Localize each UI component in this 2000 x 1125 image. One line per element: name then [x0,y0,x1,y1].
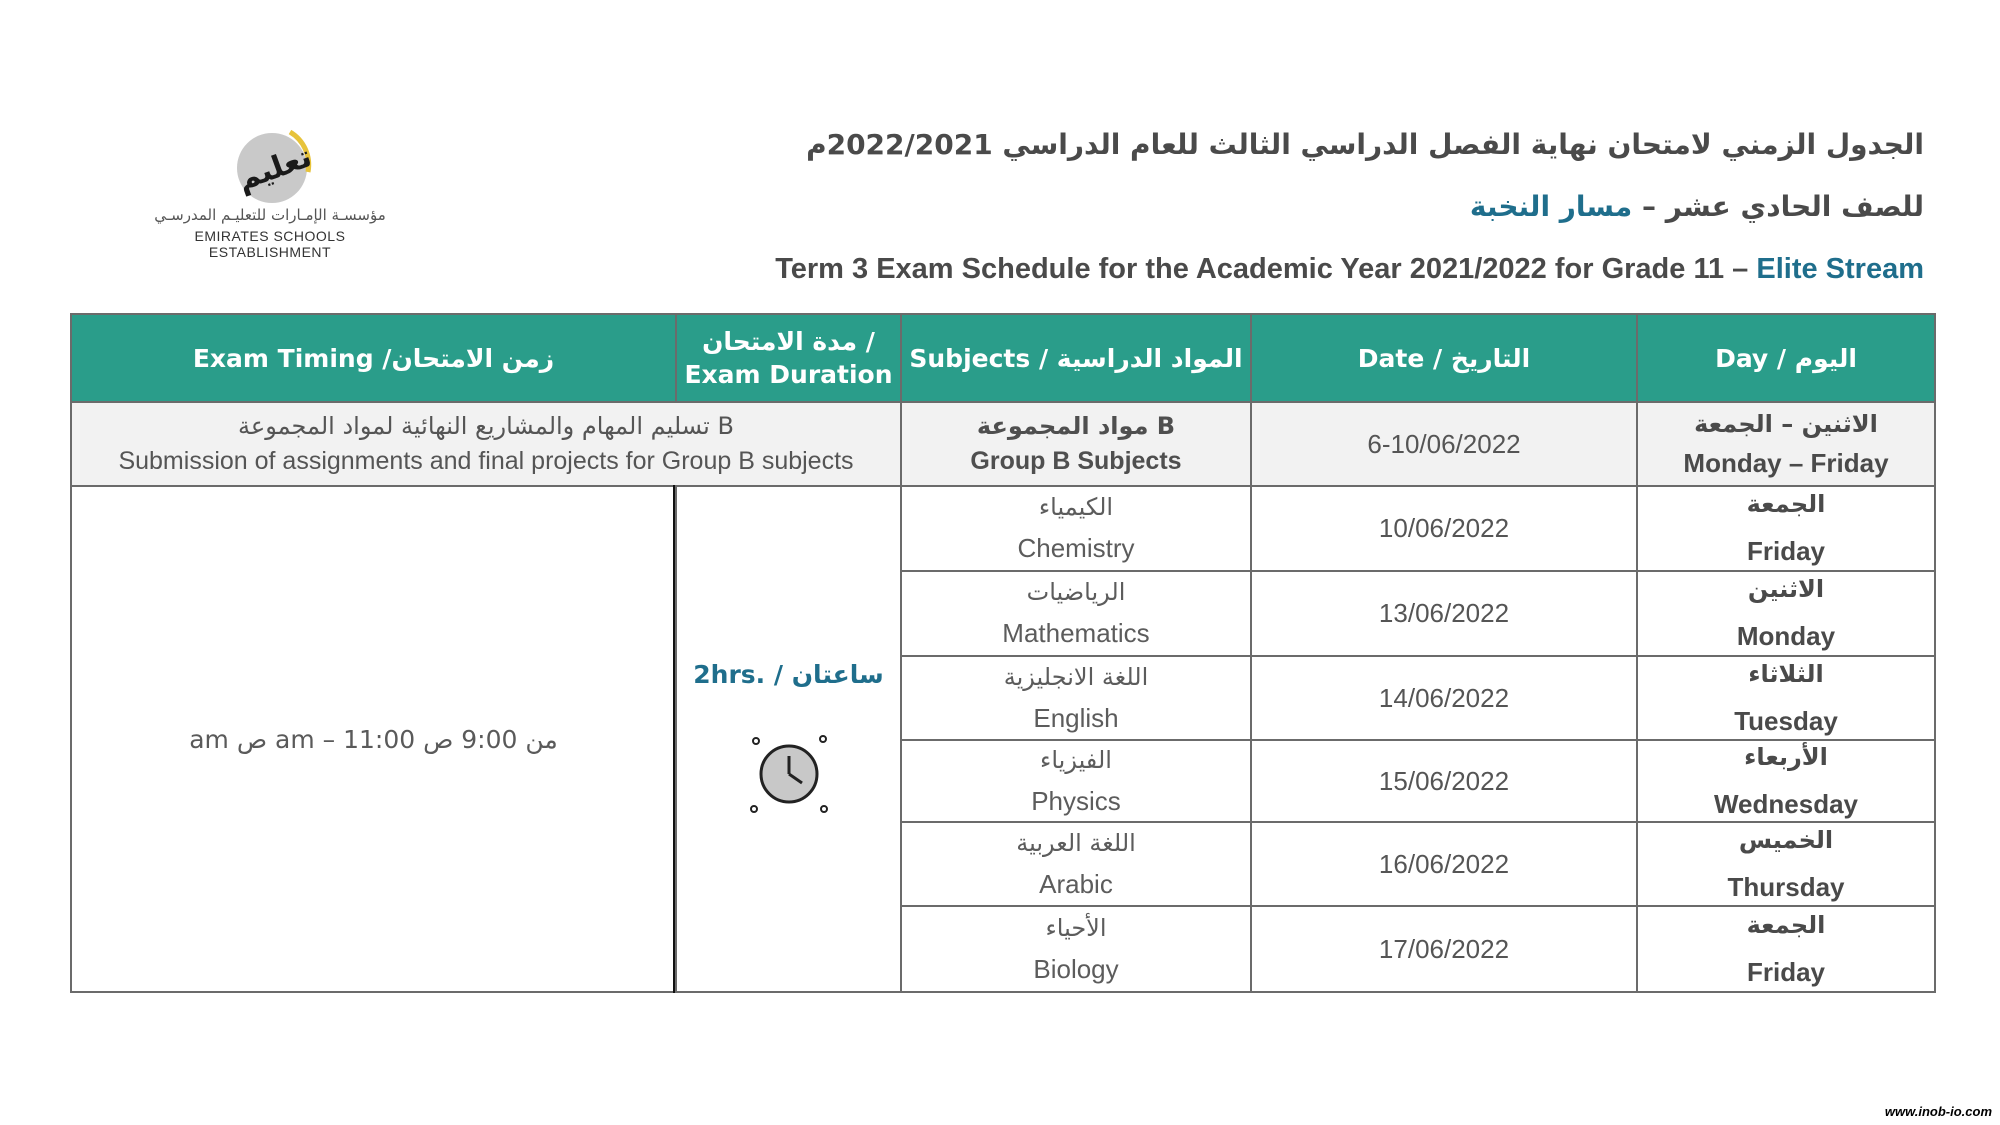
exam-date: 15/06/2022 [1378,765,1510,796]
exam-timing-value: من 9:00 ص am – 11:00 ص am [189,724,558,754]
subject-arabic: الرياضيات [1026,578,1126,606]
exam-date: 16/06/2022 [1378,848,1510,879]
submission-date: 6-10/06/2022 [1367,428,1521,459]
submission-day-cell [1636,401,1936,487]
day-english: Tuesday [1734,705,1838,736]
day-arabic: الاثنين [1747,575,1825,603]
submission-task-cell [70,401,902,487]
day-arabic: الجمعة [1746,490,1826,518]
submission-date-cell [1250,401,1638,487]
exam-duration-cell [675,485,902,993]
date-cell [1250,821,1638,907]
exam-date: 17/06/2022 [1378,933,1510,964]
submission-subjects-cell [900,401,1252,487]
submission-subject-arabic: مواد المجموعة B [976,411,1176,440]
page-subtitle-arabic [1470,190,1924,223]
subject-arabic: اللغة الانجليزية [1003,662,1149,691]
day-cell [1636,485,1936,572]
day-english: Wednesday [1713,788,1858,819]
date-cell [1250,570,1638,657]
header-subjects [900,313,1252,403]
day-cell [1636,570,1936,657]
day-cell [1636,821,1936,907]
date-cell [1250,739,1638,823]
exam-timing-cell [70,485,677,993]
logo-mark-text: تعليم [232,139,317,199]
day-english: Friday [1746,536,1826,566]
submission-day-arabic: الاثنين – الجمعة [1694,409,1878,438]
header-duration-english: Exam Duration [684,360,893,389]
header-day-label: Day / اليوم [1715,343,1857,373]
subject-cell [900,570,1252,657]
day-english: Monday [1736,621,1836,651]
day-english: Thursday [1727,871,1845,902]
date-cell [1250,905,1638,993]
clock-icon [744,729,834,819]
header-duration-arabic: مدة الامتحان / [702,327,875,356]
header-date [1250,313,1638,403]
subject-english: Physics [1031,785,1121,816]
submission-task-english: Submission of assignments and final projects for Group B subjects [118,447,854,476]
day-arabic: الثلاثاء [1748,659,1824,688]
subtitle-stream: مسار النخبة [1469,190,1633,223]
subject-cell [900,655,1252,741]
header-exam-duration [675,313,902,403]
subject-cell [900,821,1252,907]
exam-date: 13/06/2022 [1378,598,1510,628]
day-arabic: الجمعة [1746,910,1826,939]
header-day [1636,313,1936,403]
subject-arabic: الكيمياء [1038,493,1114,521]
subject-arabic: الأحياء [1045,913,1107,942]
day-cell [1636,905,1936,993]
subject-english: Biology [1033,953,1119,984]
organization-logo [135,110,405,260]
subject-english: Chemistry [1017,533,1135,563]
day-cell [1636,739,1936,823]
day-arabic: الخميس [1738,825,1834,854]
taleem-logo-mark [230,120,320,210]
exam-duration-value: 2hrs. / ساعتان [693,659,884,689]
subject-cell [900,485,1252,572]
day-arabic: الأربعاء [1744,742,1828,771]
date-cell [1250,485,1638,572]
subject-arabic: اللغة العربية [1016,828,1136,857]
page-title-english [775,253,1924,286]
subject-english: English [1033,702,1119,733]
subtitle-grade: للصف الحادي عشر – [1642,190,1924,223]
subject-cell [900,739,1252,823]
exam-schedule-table [70,313,1936,993]
source-watermark: www.inob-io.com [1884,1104,1992,1119]
logo-org-arabic: مؤسسـة الإمـارات للتعليـم المدرسـي [154,206,386,224]
title-english-main: Term 3 Exam Schedule for the Academic Year 2021/2022 for Grade 11 – [775,253,1749,285]
subject-english: Arabic [1039,868,1113,899]
exam-date: 10/06/2022 [1378,513,1510,543]
submission-day-english: Monday – Friday [1683,447,1889,478]
subject-arabic: الفيزياء [1040,745,1112,774]
exam-date: 14/06/2022 [1378,682,1510,713]
submission-subject-english: Group B Subjects [970,447,1182,476]
logo-org-english: EMIRATES SCHOOLS ESTABLISHMENT [194,228,346,260]
submission-task-arabic: تسليم المهام والمشاريع النهائية لمواد المجموعة B [238,411,734,440]
date-cell [1250,655,1638,741]
subject-english: Mathematics [1002,618,1150,648]
title-english-stream: Elite Stream [1756,253,1924,285]
header-exam-timing-label: Exam Timing /زمن الامتحان [192,343,555,373]
header-date-label: Date / التاريخ [1357,343,1531,373]
page-title-arabic: الجدول الزمني لامتحان نهاية الفصل الدراسي الثالث للعام الدراسي 2022/2021م [806,128,1924,161]
subject-cell [900,905,1252,993]
day-cell [1636,655,1936,741]
header-subjects-label: Subjects / المواد الدراسية [909,343,1243,373]
day-english: Friday [1746,956,1826,987]
header-exam-timing [70,313,677,403]
